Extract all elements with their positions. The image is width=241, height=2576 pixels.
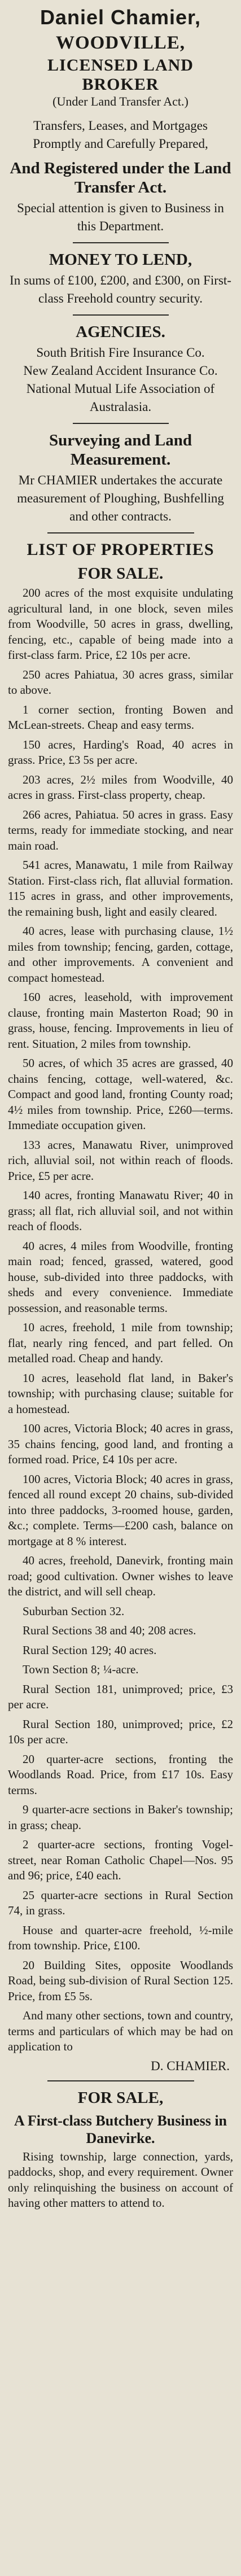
property-listing: Rural Sections 38 and 40; 208 acres. — [23, 1624, 196, 1637]
property-listing: 40 acres, freehold, Danevirk, fronting main road; good cultivation. Owner wishes to leave the district, and will sell cheap. — [8, 1554, 233, 1598]
attention-line: Special attention is given to Business in this Department. — [17, 201, 224, 233]
broker-title: LICENSED LAND BROKER — [47, 56, 194, 94]
property-listing: 133 acres, Manawatu River, unimproved rich, alluvial soil, not within reach of floods. Price, £5 per acre. — [8, 1138, 233, 1183]
agency-line: New Zealand Accident Insurance Co. — [23, 364, 218, 378]
registered-heading: And Registered under the Land Transfer Act. — [10, 159, 231, 196]
agent-signature: D. CHAMIER. — [151, 2058, 230, 2073]
broker-name: Daniel Chamier, — [40, 6, 201, 29]
property-listing: 541 acres, Manawatu, 1 mile from Railway Station. First-class rich, flat alluvial formation. 115 acres in grass, and other improvements, the remaining bush, light and easily cleared. — [8, 858, 233, 919]
property-listing: 20 quarter-acre sections, fronting the Woodlands Road. Price, from £17 10s. Easy terms. — [8, 1752, 233, 1797]
property-listing: 20 Building Sites, opposite Woodlands Road, being sub-division of Rural Section 125. Price, from £5 5s. — [8, 1958, 233, 2003]
property-listing: 40 acres, 4 miles from Woodville, fronting main road; fenced, grassed, watered, good house, sub-divided into three paddocks, with sheds and every convenience. Immediate possession, and reasonable terms. — [8, 1239, 233, 1315]
butchery-subheading: A First-class Butchery Business in Danevirke. — [14, 2112, 227, 2146]
butchery-text: Rising township, large connection, yards, paddocks, shop, and every requirement. Owner only relinquishing the business on account of having other matters to attend to. — [8, 2149, 233, 2210]
property-listing: 200 acres of the most exquisite undulating agricultural land, in one block, seven miles from Woodville, 50 acres in grass, dwelling, fencing, etc., capable of being made into a first-class farm. Price, £2 10s per acre. — [8, 586, 233, 662]
divider-rule — [47, 532, 194, 533]
property-listing: 25 quarter-acre sections in Rural Section 74, in grass. — [8, 1888, 233, 1917]
property-listing: 10 acres, leasehold flat land, in Baker's township; with purchasing clause; suitable for a homestead. — [8, 1371, 233, 1416]
properties-heading: LIST OF PROPERTIES — [27, 540, 214, 559]
services-line: Transfers, Leases, and Mortgages Promptly and Carefully Prepared, — [33, 119, 208, 151]
title-note: (Under Land Transfer Act.) — [52, 94, 189, 108]
money-text: In sums of £100, £200, and £300, on First-class Freehold country security. — [10, 273, 231, 305]
property-listing: 2 quarter-acre sections, fronting Vogel-street, near Roman Catholic Chapel—Nos. 95 and 96; price, £40 each. — [8, 1838, 233, 1882]
property-listing: Rural Section 180, unimproved; price, £2 10s per acre. — [8, 1717, 233, 1746]
property-listing: House and quarter-acre freehold, ½-mile from township. Price, £100. — [8, 1923, 233, 1952]
property-listing: 1 corner section, fronting Bowen and McLean-streets. Cheap and easy terms. — [8, 702, 233, 732]
divider-rule — [73, 314, 169, 316]
property-listing: 150 acres, Harding's Road, 40 acres in grass. Price, £3 5s per acre. — [8, 737, 233, 767]
surveying-heading: Surveying and Land Measurement. — [49, 431, 192, 469]
property-listing: 100 acres, Victoria Block; 40 acres in grass, fenced all round except 20 chains, sub-divided into three paddocks, 3-roomed house, garden, &c.; complete. Terms—£200 cash, balance on mortgage at 8 % interest. — [8, 1472, 233, 1548]
property-listing: 140 acres, fronting Manawatu River; 40 in grass; all flat, rich alluvial soil, and not within reach of floods. — [8, 1188, 233, 1233]
for-sale-heading: FOR SALE. — [77, 565, 164, 583]
surveying-text: Mr CHAMIER undertakes the accurate measurement of Ploughing, Bushfelling and other contracts. — [17, 473, 224, 523]
divider-rule — [47, 2080, 194, 2081]
property-listing: 160 acres, leasehold, with improvement clause, fronting main Masterton Road; 90 in grass, house, fencing. Improvements in lieu of rent. Situation, 2 miles from township. — [8, 990, 233, 1051]
town-heading: WOODVILLE, — [55, 33, 186, 53]
property-listing: 100 acres, Victoria Block; 40 acres in grass, 35 chains fencing, good land, and fronting a formed road. Price, £4 10s per acre. — [8, 1422, 233, 1466]
property-listing: 203 acres, 2½ miles from Woodville, 40 acres in grass. First-class property, cheap. — [8, 772, 233, 802]
property-listing: Suburban Section 32. — [23, 1604, 125, 1618]
money-heading: MONEY TO LEND, — [49, 251, 192, 269]
divider-rule — [73, 242, 169, 243]
property-listing: 250 acres Pahiatua, 30 acres grass, similar to above. — [8, 667, 233, 697]
divider-rule — [73, 423, 169, 424]
agencies-heading: AGENCIES. — [76, 323, 165, 341]
property-listing: 9 quarter-acre sections in Baker's township; in grass; cheap. — [8, 1803, 233, 1832]
property-listing: 50 acres, of which 35 acres are grassed, 40 chains fencing, cottage, well-watered, &c. Compact and good land, fronting County road; 4½ miles from township. Price, £260—terms. Immediate occupation given. — [8, 1056, 233, 1132]
property-listing: 40 acres, lease with purchasing clause, 1½ miles from township; fencing, garden, cottage, and other improvements. A convenient and compact homestead. — [8, 924, 233, 985]
property-listing: Rural Section 129; 40 acres. — [23, 1643, 157, 1657]
property-list — [8, 585, 233, 2055]
butchery-heading: FOR SALE, — [77, 2088, 164, 2107]
property-listing: Rural Section 181, unimproved; price, £3 per acre. — [8, 1682, 233, 1711]
agency-line: National Mutual Life Association of Australasia. — [26, 382, 215, 414]
property-listing: Town Section 8; ¼-acre. — [23, 1663, 139, 1676]
property-listing: And many other sections, town and country, terms and particulars of which may be had on application to — [8, 2009, 233, 2053]
agency-line: South British Fire Insurance Co. — [36, 345, 205, 360]
property-listing: 10 acres, freehold, 1 mile from township; flat, nearly ring fenced, and part felled. On metalled road. Cheap and handy. — [8, 1320, 233, 1365]
property-listing: 266 acres, Pahiatua. 50 acres in grass. Easy terms, ready for immediate stocking, and near main road. — [8, 807, 233, 852]
